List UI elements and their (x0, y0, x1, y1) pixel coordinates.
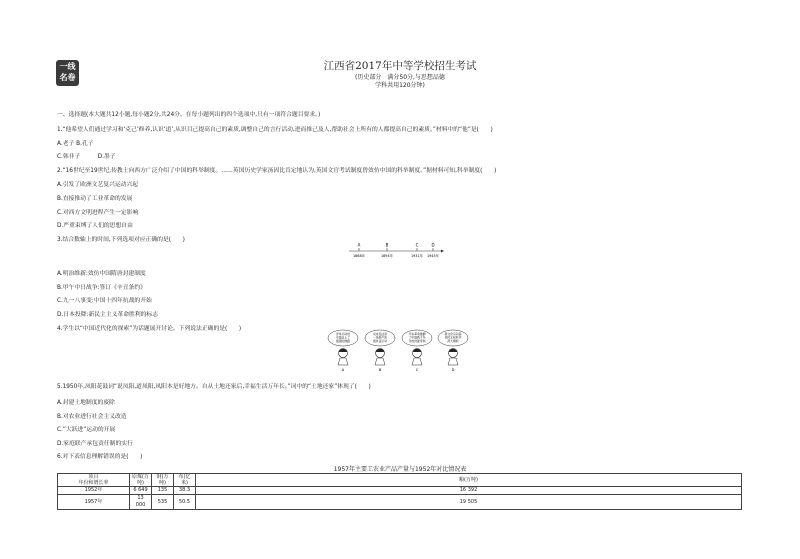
student-body (448, 358, 458, 365)
bubble-text: 新文化运动高 (444, 332, 462, 336)
question-line: A.老子 B.孔子 (57, 141, 94, 147)
table-cell: 50.5 (174, 495, 196, 510)
table-cell: 13 000 (130, 495, 152, 510)
student-label: A (341, 368, 345, 372)
student-hair (339, 349, 348, 353)
timeline-letter: A (357, 242, 361, 248)
question-line: D.严重束缚了人们的思想自由 (57, 223, 133, 229)
timeline-year: 1894年 (380, 254, 394, 258)
student-label: B (378, 368, 382, 372)
timeline-year: 1931年 (410, 254, 424, 258)
question-line: 2.“16世纪至19世纪,传教士向西方广泛介绍了中国的科举制度。……英国历史学家汤因比肯定地认为,英国文官考试制度曾效仿中国的科举制度。”据材料可知,科举制度( ) (57, 168, 497, 174)
timeline-diagram (345, 241, 445, 259)
table-cell: 19 505 (196, 495, 742, 510)
header-cell: 钢(万吨) (152, 474, 174, 487)
bubble-text: 级改良运动 (373, 339, 387, 344)
bubble-text: 了中国两千多 (408, 335, 426, 340)
timeline-letter: B (385, 242, 389, 248)
question-line: 6.对下表信息理解错误的是( ) (57, 454, 143, 460)
question-line: C.九一八事变:中国十四年抗战的开始 (57, 298, 152, 304)
header-cell: 原煤(万吨) (130, 474, 152, 487)
question-line: 一、选择题(本大题共12小题,每小题2分,共24分。在每小题列出的四个选项中,只有一项符合题目要求。) (57, 112, 321, 118)
question-line: A.明治维新:效仿中国隋唐封建制度 (57, 271, 146, 277)
question-line: D.日本投降:新民主主义革命胜利的标志 (57, 312, 159, 318)
question-line: A.引发了欧洲文艺复兴运动兴起 (57, 182, 139, 188)
question-line: B.甲午中日战争:签订《辛丑条约》 (57, 285, 146, 291)
timeline-year: 1868年 (352, 254, 366, 258)
question-line: A.封建土地制度的废除 (57, 400, 115, 406)
table-cell: 535 (152, 495, 174, 510)
bubble-text: 举民主和科学 (444, 335, 462, 340)
student-label: C (415, 368, 419, 372)
bubble-text: 富强的道路 (336, 339, 350, 344)
logo-line2: 名卷 (59, 73, 76, 82)
table-cell: 38.3 (174, 487, 196, 495)
bubble-text: 戊戌变法是 (373, 332, 387, 336)
student-body (338, 358, 348, 365)
production-table (57, 473, 742, 510)
table-cell: 135 (152, 487, 174, 495)
exam-subtitle-2: 学科共用120分钟) (375, 82, 425, 89)
bubble-text: 中国走上了 (336, 335, 350, 340)
table-cell: 1952年 (58, 487, 130, 495)
question-line: 3.结合数轴上的时间,下列选项对应正确的是( ) (57, 237, 185, 243)
bubble-text: 两大旗帜 (447, 339, 459, 344)
table-caption: 1957年主要工农业产品产量与1952年对比情况表 (333, 466, 467, 473)
table-row (58, 495, 742, 510)
question-line: 1.“他希望人们通过学习和‘克己’修养,认识‘道’,从识目己提高自己的素质,调整自己的言行活动,进而推己及人,帮助社会上所有的人都提高自己的素质。”材料中的“他”是( ) (57, 127, 493, 133)
table-cell: 1957年 (58, 495, 130, 510)
header-cell: 布(亿米) (174, 474, 196, 487)
table-cell: 6 649 (130, 487, 152, 495)
timeline-letter: C (415, 242, 419, 248)
timeline-year: 1945年 (426, 254, 440, 258)
question-line: C.韩非子 D.墨子 (57, 154, 116, 160)
student-hair (376, 349, 385, 353)
header-cell: 项目 年份和增长率 (58, 474, 130, 487)
table-cell: 16 392 (196, 487, 742, 495)
question-line: C.“大跃进”运动的开展 (57, 427, 116, 433)
discussion-cartoon (325, 329, 475, 373)
question-line: 4.学生以“中国近代化的探索”为话题展开讨论。下列说法正确的是( ) (57, 326, 242, 332)
exam-subtitle: (历史部分 满分50分,与思想品德 (355, 74, 445, 81)
logo-line1: 一线 (59, 62, 76, 71)
student-body (412, 358, 422, 365)
bubble-text: 洋务运动使 (336, 332, 350, 336)
question-line: 5.1950年,凤阳花鼓词“说凤阳,道凤阳,凤阳本是好地方。自从土地还家后,幸福生活万年长。”词中的“土地还家”体现了( ) (57, 384, 371, 390)
student-label: D (451, 368, 455, 372)
table-row (58, 487, 742, 495)
exam-title: 江西省2017年中等学校招生考试 (323, 60, 477, 72)
question-line: B.直接推动了工业革命的发展 (57, 196, 133, 202)
student-hair (449, 349, 458, 353)
timeline-arrow (441, 250, 444, 253)
student-hair (413, 349, 422, 353)
header-cell: 粮(万吨) (196, 474, 742, 487)
question-line: B.对农业进行社会主义改造 (57, 414, 127, 420)
table-header-row (58, 474, 742, 487)
student-body (375, 358, 385, 365)
bubble-text: 辛亥革命推翻 (408, 332, 426, 336)
bubble-text: 一场资产阶 (373, 335, 387, 340)
question-line: D.家庭联产承包责任制的实行 (57, 441, 133, 447)
timeline-letter: D (431, 242, 435, 248)
question-line: C.对西方文明进程产生一定影响 (57, 210, 139, 216)
bubble-text: 年的封建帝制 (408, 339, 426, 344)
